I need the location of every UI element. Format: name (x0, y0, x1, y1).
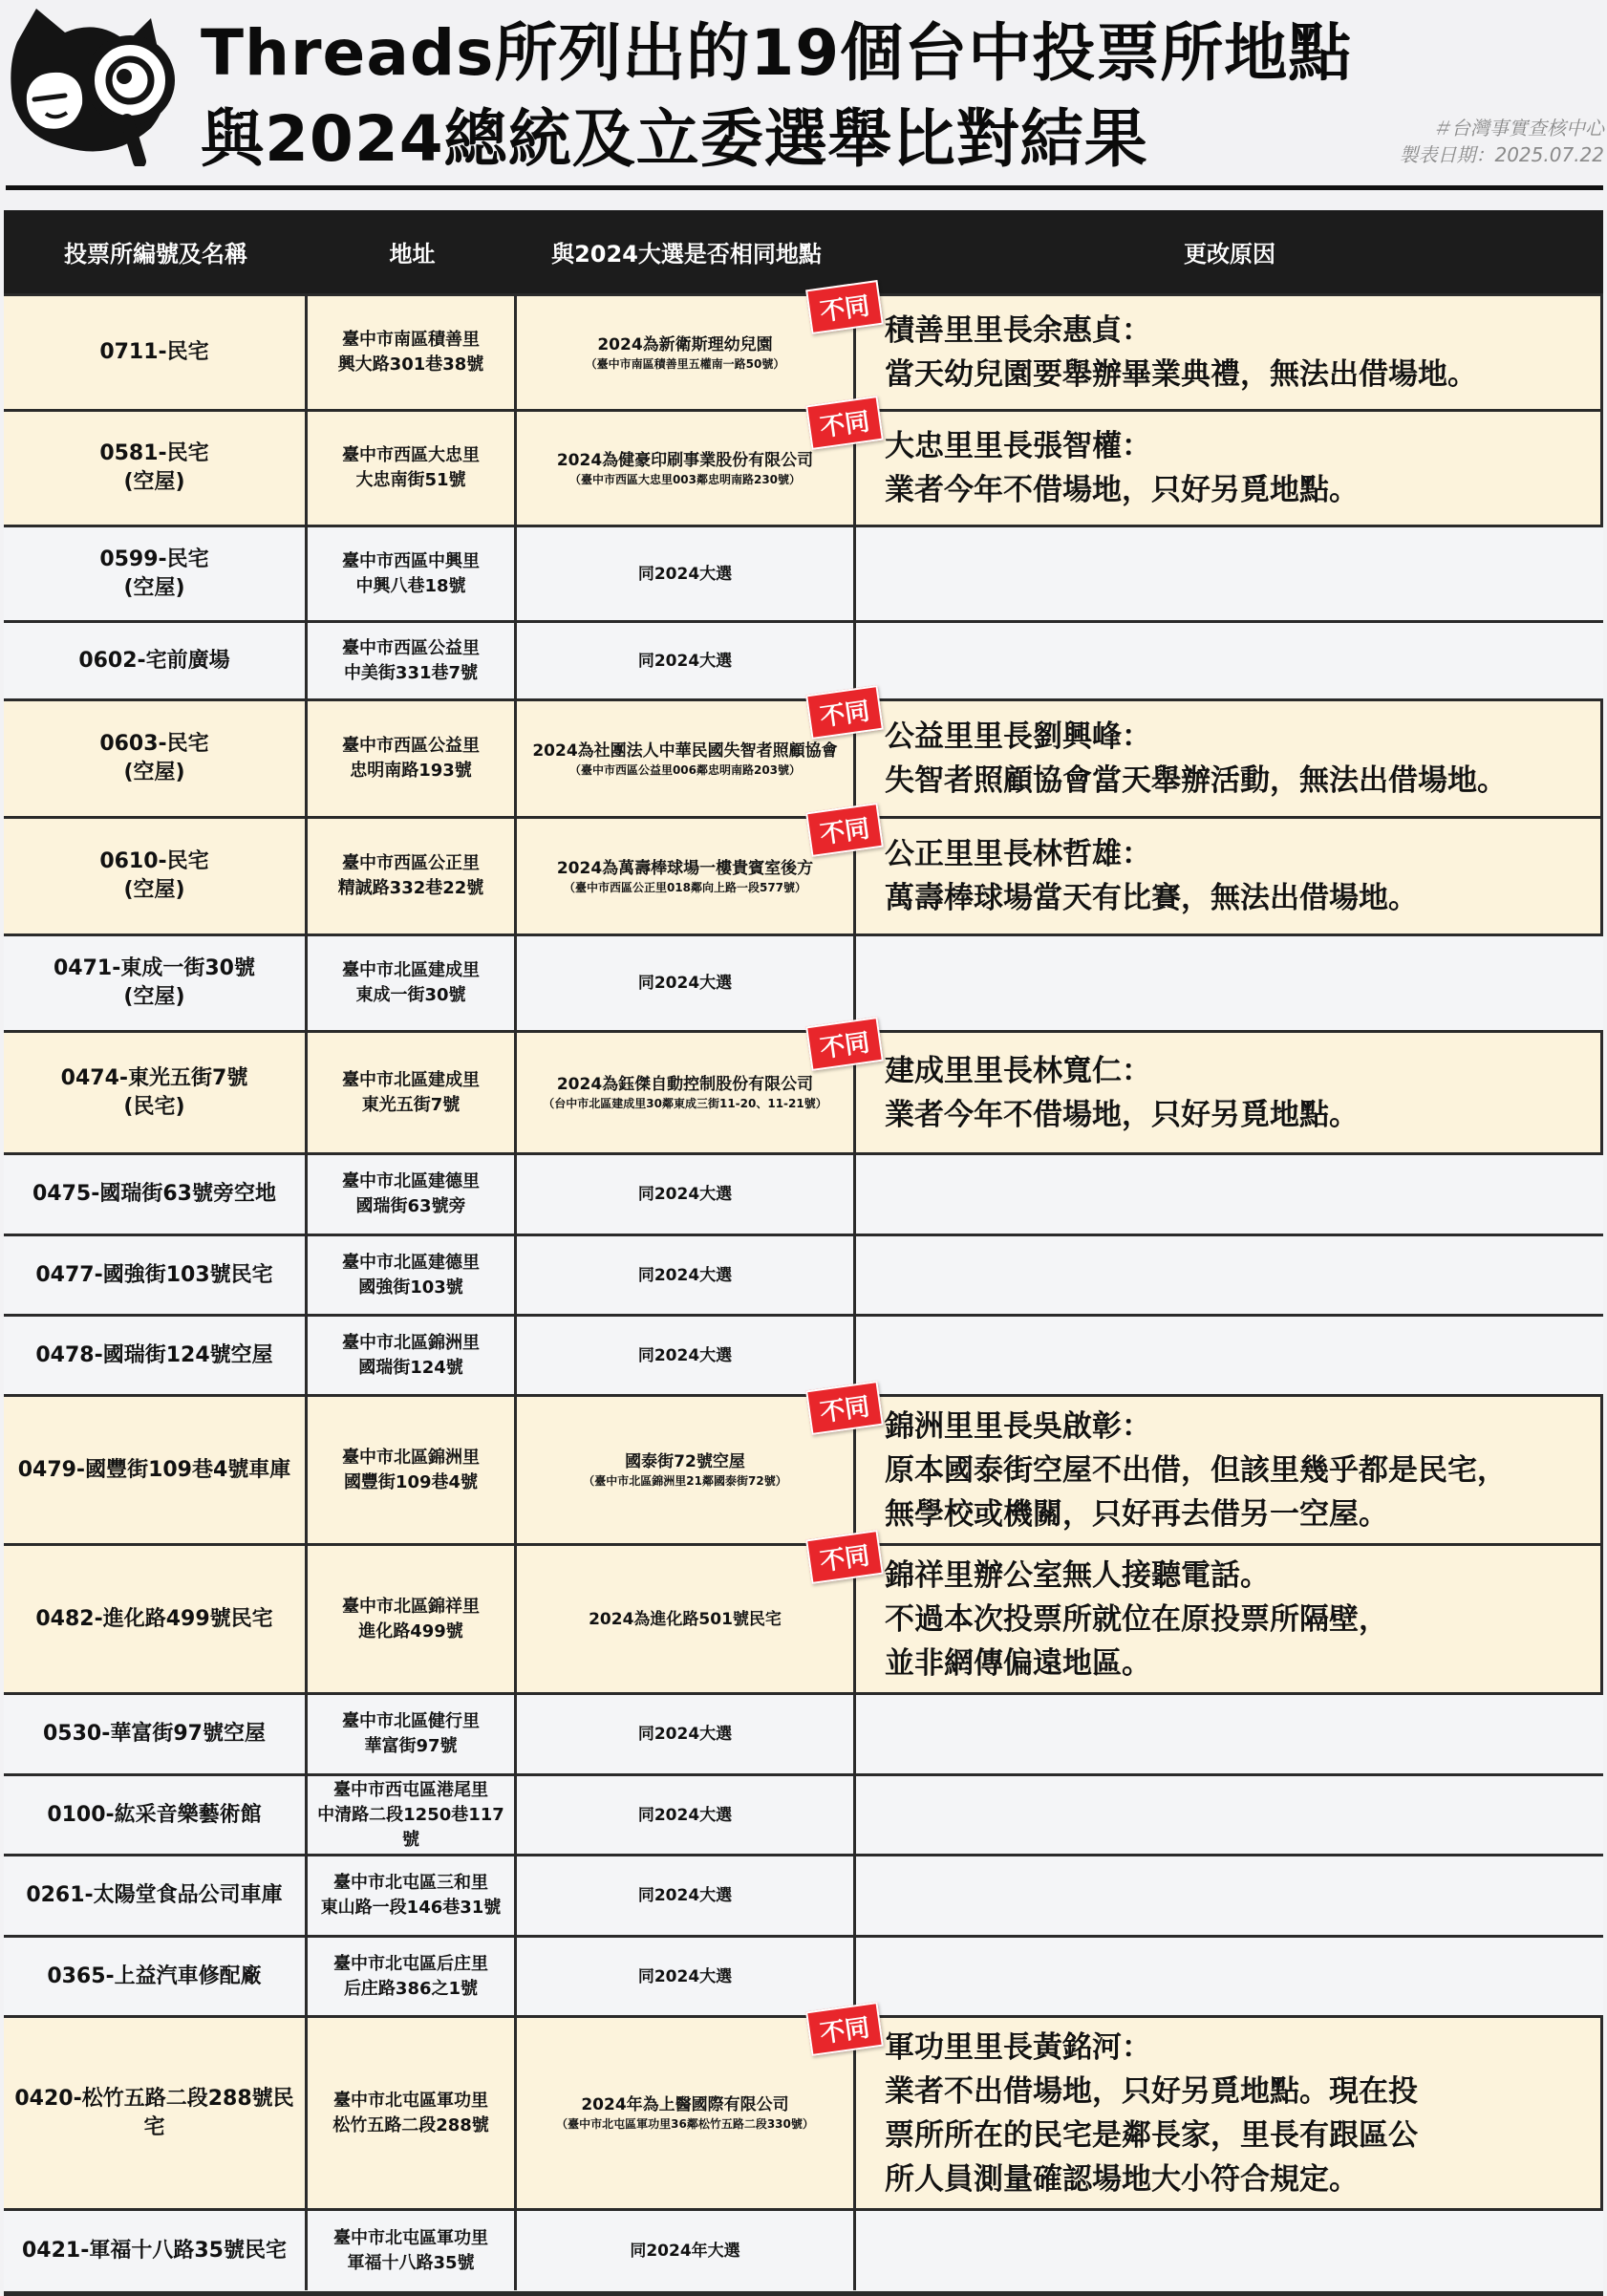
station-address: 臺中市北屯區軍功里 軍福十八路35號 (308, 2211, 517, 2290)
compare-cell (517, 1938, 856, 2015)
different-badge: 不同 (805, 685, 884, 740)
header (0, 0, 1607, 191)
reason-cell (856, 296, 1603, 409)
compare-cell (517, 1546, 856, 1692)
compare-cell (517, 1776, 856, 1854)
different-badge: 不同 (805, 2002, 884, 2056)
compare-sub: （臺中市西區大忠里003鄰忠明南路230號） (568, 472, 802, 486)
column-header-compare: 與2024大選是否相同地點 (551, 241, 822, 268)
reason-text: 公益里里長劉興峰： 失智者照顧協會當天舉辦活動，無法出借場地。 (885, 719, 1507, 798)
station-address: 臺中市北區建德里 國瑞街63號旁 (308, 1155, 517, 1234)
reason-cell (856, 701, 1603, 816)
compare-cell (517, 527, 856, 620)
compare-main: 同2024大選 (637, 1265, 733, 1285)
reason-cell (856, 1155, 1603, 1234)
compare-sub: （臺中市北屯區軍功里36鄰松竹五路二段330號） (556, 2117, 814, 2131)
table-row (4, 1543, 1603, 1692)
table-row (4, 1773, 1603, 1854)
reason-cell (856, 1776, 1603, 1854)
station-name: 0479-國豐街109巷4號車庫 (4, 1397, 308, 1543)
compare-sub: （臺中市西區公益里006鄰忠明南路203號） (568, 762, 802, 777)
polling-station-table (4, 210, 1603, 2290)
compare-main: 2024為萬壽棒球場一樓貴賓室後方 (556, 858, 814, 878)
table-bottom-border (4, 2291, 1603, 2296)
station-name: 0711-民宅 (4, 296, 308, 409)
station-name: 0610-民宅 (空屋) (4, 819, 308, 933)
station-address: 臺中市北區健行里 華富街97號 (308, 1695, 517, 1773)
reason-cell (856, 1938, 1603, 2015)
source-label: ＃台灣事實查核中心 (1432, 117, 1604, 139)
compare-sub: （臺中市西區公正里018鄰向上路一段577號） (563, 880, 807, 894)
reason-text: 建成里里長林寬仁： 業者今年不借場地，只好另覓地點。 (885, 1053, 1359, 1132)
station-address: 臺中市西區公正里 精誠路332巷22號 (308, 819, 517, 933)
compare-cell (517, 412, 856, 525)
station-address: 臺中市北區建成里 東成一街30號 (308, 936, 517, 1030)
compare-cell (517, 819, 856, 933)
station-name: 0420-松竹五路二段288號民宅 (4, 2018, 308, 2208)
reason-text: 錦祥里辦公室無人接聽電話。 不過本次投票所就位在原投票所隔壁， 並非網傳偏遠地區。 (885, 1557, 1388, 1681)
different-badge: 不同 (805, 280, 884, 334)
reason-cell (856, 1033, 1603, 1152)
compare-main: 2024為鈺傑自動控制股份有限公司 (556, 1075, 814, 1094)
table-row (4, 1935, 1603, 2015)
compare-main: 同2024大選 (637, 1345, 733, 1365)
table-row (4, 1152, 1603, 1234)
reason-text: 大忠里里長張智權： 業者今年不借場地，只好另覓地點。 (885, 429, 1359, 507)
table-row (4, 1314, 1603, 1394)
station-name: 0421-軍福十八路35號民宅 (4, 2211, 308, 2290)
reason-cell (856, 1695, 1603, 1773)
compare-main: 同2024大選 (637, 974, 733, 993)
table-row (4, 1394, 1603, 1543)
table-row (4, 2015, 1603, 2208)
station-address: 臺中市北屯區三和里 東山路一段146巷31號 (308, 1856, 517, 1935)
page-title-line1: Threads所列出的19個台中投票所地點 (201, 16, 1353, 90)
compare-cell (517, 1397, 856, 1543)
different-badge: 不同 (805, 1381, 884, 1435)
table-row (4, 293, 1603, 409)
compare-main: 同2024大選 (637, 564, 733, 584)
compare-sub: （臺中市南區積善里五權南一路50號） (585, 356, 785, 371)
station-name: 0100-紘采音樂藝術館 (4, 1776, 308, 1854)
compare-main: 同2024大選 (637, 651, 733, 671)
compare-main: 2024為進化路501號民宅 (589, 1609, 782, 1629)
compare-main: 2024為健豪印刷事業股份有限公司 (556, 450, 814, 470)
cat-magnifier-logo-icon (8, 4, 185, 166)
compare-main: 同2024大選 (637, 1185, 733, 1204)
station-name: 0603-民宅 (空屋) (4, 701, 308, 816)
compare-main: 2024為社團法人中華民國失智者照顧協會 (532, 740, 838, 761)
column-header-address: 地址 (389, 241, 436, 268)
station-address: 臺中市北區建德里 國強街103號 (308, 1236, 517, 1314)
station-name: 0581-民宅 (空屋) (4, 412, 308, 525)
compare-cell (517, 936, 856, 1030)
compare-cell (517, 2018, 856, 2208)
date-label: 製表日期：2025.07.22 (1399, 143, 1604, 166)
different-badge: 不同 (805, 396, 884, 450)
station-name: 0482-進化路499號民宅 (4, 1546, 308, 1692)
station-name: 0477-國強街103號民宅 (4, 1236, 308, 1314)
compare-cell (517, 296, 856, 409)
compare-main: 同2024大選 (637, 1725, 733, 1744)
station-address: 臺中市西區公益里 中美街331巷7號 (308, 623, 517, 698)
reason-text: 積善里里長余惠貞： 當天幼兒園要舉辦畢業典禮，無法出借場地。 (885, 313, 1477, 392)
compare-cell (517, 1317, 856, 1394)
compare-cell (517, 2211, 856, 2290)
reason-text: 錦洲里里長吳啟彰： 原本國泰街空屋不出借，但該里幾乎都是民宅， 無學校或機關，只好再去借另一空屋。 (885, 1408, 1507, 1532)
compare-cell (517, 1856, 856, 1935)
station-name: 0475-國瑞街63號旁空地 (4, 1155, 308, 1234)
reason-cell (856, 623, 1603, 698)
table-row (4, 1692, 1603, 1773)
table-row (4, 1030, 1603, 1152)
reason-text: 軍功里里長黃銘河： 業者不出借場地，只好另覓地點。現在投 票所所在的民宅是鄰長家，里長有跟區公 所人員測量確認場地大小符合規定。 (885, 2029, 1418, 2197)
reason-cell (856, 1236, 1603, 1314)
different-badge: 不同 (805, 803, 884, 857)
table-row (4, 1234, 1603, 1314)
station-address: 臺中市北區錦祥里 進化路499號 (308, 1546, 517, 1692)
compare-sub: （台中市北區建成里30鄰東成三街11-20、11-21號） (543, 1097, 827, 1110)
column-header-reason: 更改原因 (1184, 241, 1275, 268)
page-title-line2: 與2024總統及立委選舉比對結果 (201, 102, 1148, 176)
reason-cell (856, 527, 1603, 620)
table-row (4, 816, 1603, 933)
compare-main: 2024為新衛斯理幼兒園 (597, 334, 773, 354)
different-badge: 不同 (805, 1017, 884, 1071)
station-name: 0530-華富街97號空屋 (4, 1695, 308, 1773)
reason-cell (856, 412, 1603, 525)
compare-main: 同2024年大選 (630, 2241, 740, 2261)
reason-cell (856, 1317, 1603, 1394)
reason-text: 公正里里長林哲雄： 萬壽棒球場當天有比賽，無法出借場地。 (885, 837, 1418, 915)
table-row (4, 933, 1603, 1030)
compare-cell (517, 1033, 856, 1152)
station-address: 臺中市北區錦洲里 國豐街109巷4號 (308, 1397, 517, 1543)
compare-main: 國泰街72號空屋 (625, 1452, 745, 1471)
compare-cell (517, 1155, 856, 1234)
table-body (4, 293, 1603, 2290)
table-row (4, 1854, 1603, 1935)
compare-sub: （臺中市北區錦洲里21鄰國泰街72號） (583, 1474, 787, 1488)
station-name: 0474-東光五街7號 (民宅) (4, 1033, 308, 1152)
station-address: 臺中市北區錦洲里 國瑞街124號 (308, 1317, 517, 1394)
station-name: 0261-太陽堂食品公司車庫 (4, 1856, 308, 1935)
station-address: 臺中市西區公益里 忠明南路193號 (308, 701, 517, 816)
station-address: 臺中市北屯區后庄里 后庄路386之1號 (308, 1938, 517, 2015)
station-name: 0602-宅前廣場 (4, 623, 308, 698)
compare-main: 2024年為上醫國際有限公司 (581, 2095, 789, 2114)
station-name: 0599-民宅 (空屋) (4, 527, 308, 620)
station-name: 0365-上益汽車修配廠 (4, 1938, 308, 2015)
reason-cell (856, 1397, 1603, 1543)
compare-cell (517, 1236, 856, 1314)
station-address: 臺中市南區積善里 興大路301巷38號 (308, 296, 517, 409)
station-address: 臺中市西區中興里 中興八巷18號 (308, 527, 517, 620)
table-row (4, 2208, 1603, 2290)
table-row (4, 409, 1603, 525)
reason-cell (856, 936, 1603, 1030)
station-address: 臺中市北屯區軍功里 松竹五路二段288號 (308, 2018, 517, 2208)
compare-cell (517, 1695, 856, 1773)
column-header-name: 投票所編號及名稱 (64, 241, 247, 268)
table-header (4, 210, 1603, 293)
different-badge: 不同 (805, 1530, 884, 1584)
compare-main: 同2024大選 (637, 1805, 733, 1825)
station-name: 0471-東成一街30號 (空屋) (4, 936, 308, 1030)
station-address: 臺中市西屯區港尾里 中清路二段1250巷117號 (308, 1776, 517, 1854)
header-divider (6, 185, 1603, 190)
station-address: 臺中市西區大忠里 大忠南街51號 (308, 412, 517, 525)
compare-cell (517, 623, 856, 698)
compare-main: 同2024大選 (637, 1966, 733, 1986)
reason-cell (856, 2018, 1603, 2208)
table-row (4, 525, 1603, 620)
station-address: 臺中市北區建成里 東光五街7號 (308, 1033, 517, 1152)
table-row (4, 620, 1603, 698)
reason-cell (856, 2211, 1603, 2290)
compare-cell (517, 701, 856, 816)
reason-cell (856, 819, 1603, 933)
compare-main: 同2024大選 (637, 1886, 733, 1905)
station-name: 0478-國瑞街124號空屋 (4, 1317, 308, 1394)
table-row (4, 698, 1603, 816)
reason-cell (856, 1546, 1603, 1692)
reason-cell (856, 1856, 1603, 1935)
